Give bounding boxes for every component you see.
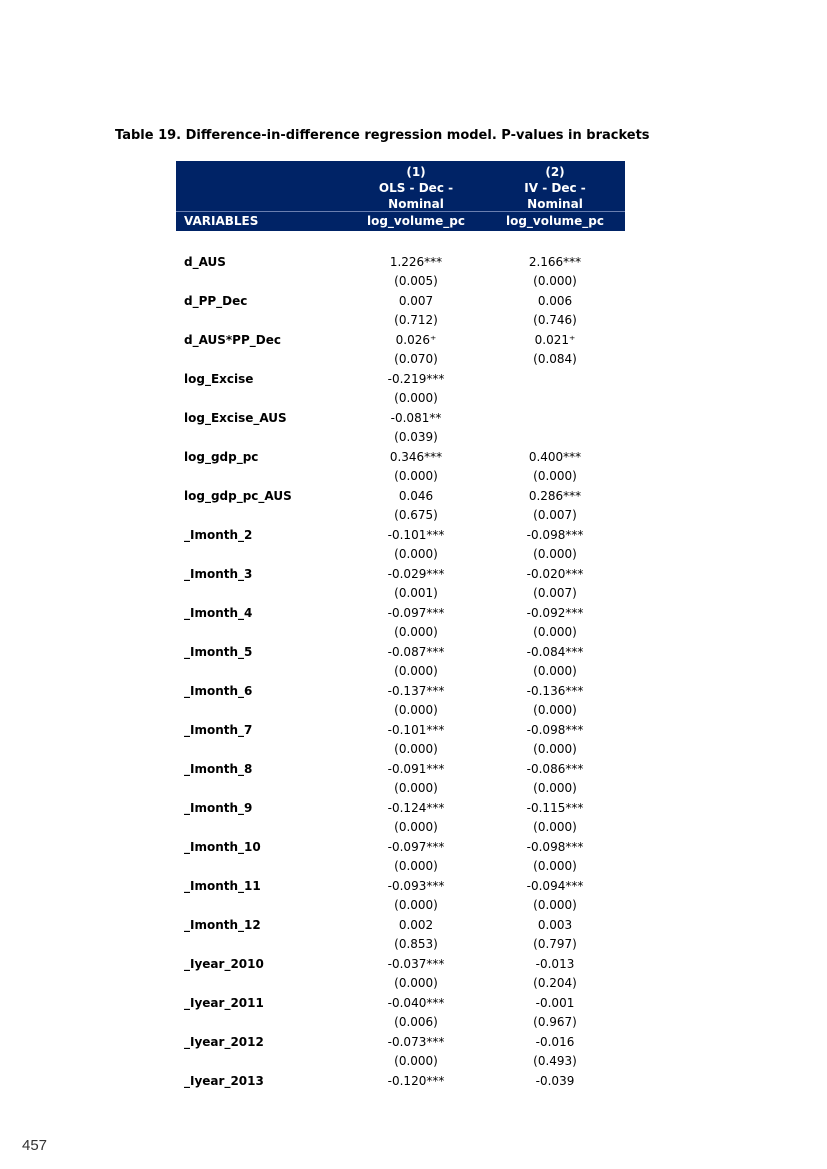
variable-label: _Imonth_10 <box>184 840 261 854</box>
p-value-col-1: (0.000) <box>394 1054 438 1068</box>
p-value-col-1: (0.000) <box>394 469 438 483</box>
p-value-col-2: (0.000) <box>533 703 577 717</box>
coefficient-col-1: -0.097*** <box>387 606 445 620</box>
column-1-header <box>362 164 470 212</box>
p-value-col-1: (0.000) <box>394 703 438 717</box>
coefficient-col-2: -0.098*** <box>526 528 584 542</box>
p-value-col-1: (0.000) <box>394 898 438 912</box>
table-header <box>176 161 625 231</box>
variable-label: _Imonth_7 <box>184 723 253 737</box>
header-divider <box>176 211 625 212</box>
p-value-col-2: (0.000) <box>533 742 577 756</box>
coefficient-col-1: -0.081** <box>390 411 442 425</box>
coefficient-col-1: -0.073*** <box>387 1035 445 1049</box>
column-1-model: OLS - Dec - <box>378 181 454 195</box>
p-value-col-1: (0.000) <box>394 391 438 405</box>
coefficient-col-1: 1.226*** <box>389 255 443 269</box>
coefficient-col-1: 0.026⁺ <box>395 333 437 347</box>
variable-label: _Imonth_3 <box>184 567 253 581</box>
coefficient-col-1: 0.002 <box>398 918 434 932</box>
p-value-col-1: (0.070) <box>394 352 438 366</box>
coefficient-col-2: -0.115*** <box>526 801 584 815</box>
variable-label: _Iyear_2013 <box>184 1074 264 1088</box>
coefficient-col-1: -0.029*** <box>387 567 445 581</box>
variable-label: _Imonth_2 <box>184 528 253 542</box>
p-value-col-1: (0.039) <box>394 430 438 444</box>
coefficient-col-1: -0.124*** <box>387 801 445 815</box>
p-value-col-2: (0.000) <box>533 820 577 834</box>
p-value-col-2: (0.797) <box>533 937 577 951</box>
coefficient-col-2: -0.013 <box>535 957 575 971</box>
coefficient-col-2: 0.006 <box>537 294 573 308</box>
coefficient-col-2: -0.039 <box>535 1074 575 1088</box>
coefficient-col-2: 0.286*** <box>528 489 582 503</box>
variable-label: log_gdp_pc <box>184 450 259 464</box>
coefficient-col-1: -0.120*** <box>387 1074 445 1088</box>
coefficient-col-1: 0.046 <box>398 489 434 503</box>
column-2-model: IV - Dec - <box>524 181 586 195</box>
p-value-col-2: (0.000) <box>533 547 577 561</box>
dependent-var-col-1: log_volume_pc <box>366 214 465 228</box>
p-value-col-1: (0.675) <box>394 508 438 522</box>
p-value-col-2: (0.000) <box>533 859 577 873</box>
variable-label: _Imonth_12 <box>184 918 261 932</box>
coefficient-col-2: -0.020*** <box>526 567 584 581</box>
variable-label: _Imonth_4 <box>184 606 253 620</box>
variable-label: _Imonth_5 <box>184 645 253 659</box>
coefficient-col-1: -0.040*** <box>387 996 445 1010</box>
p-value-col-2: (0.000) <box>533 274 577 288</box>
column-1-spec: Nominal <box>388 197 444 211</box>
p-value-col-1: (0.853) <box>394 937 438 951</box>
p-value-col-1: (0.000) <box>394 742 438 756</box>
coefficient-col-1: -0.087*** <box>387 645 445 659</box>
p-value-col-1: (0.001) <box>394 586 438 600</box>
p-value-col-1: (0.000) <box>394 547 438 561</box>
p-value-col-2: (0.000) <box>533 898 577 912</box>
coefficient-col-2: -0.092*** <box>526 606 584 620</box>
p-value-col-1: (0.000) <box>394 820 438 834</box>
table-caption: Table 19. Difference-in-difference regression model. P-values in brackets <box>115 128 650 143</box>
variable-label: _Imonth_8 <box>184 762 253 776</box>
p-value-col-2: (0.000) <box>533 781 577 795</box>
p-value-col-2: (0.000) <box>533 664 577 678</box>
variable-label: _Iyear_2012 <box>184 1035 264 1049</box>
variable-label: _Imonth_9 <box>184 801 253 815</box>
coefficient-col-1: -0.093*** <box>387 879 445 893</box>
variable-label: log_Excise <box>184 372 254 386</box>
coefficient-col-2: -0.016 <box>535 1035 575 1049</box>
variables-header: VARIABLES <box>184 214 259 228</box>
coefficient-col-1: -0.101*** <box>387 723 445 737</box>
coefficient-col-2: -0.086*** <box>526 762 584 776</box>
coefficient-col-1: -0.101*** <box>387 528 445 542</box>
p-value-col-1: (0.006) <box>394 1015 438 1029</box>
variable-label: d_AUS*PP_Dec <box>184 333 281 347</box>
dependent-var-col-2: log_volume_pc <box>505 214 604 228</box>
p-value-col-2: (0.000) <box>533 625 577 639</box>
coefficient-col-1: 0.007 <box>398 294 434 308</box>
coefficient-col-1: -0.091*** <box>387 762 445 776</box>
coefficient-col-2: 2.166*** <box>528 255 582 269</box>
coefficient-col-1: -0.097*** <box>387 840 445 854</box>
coefficient-col-2: 0.003 <box>537 918 573 932</box>
variable-label: log_Excise_AUS <box>184 411 287 425</box>
p-value-col-2: (0.000) <box>533 469 577 483</box>
coefficient-col-2: 0.021⁺ <box>534 333 576 347</box>
coefficient-col-2: -0.098*** <box>526 840 584 854</box>
coefficient-col-1: -0.219*** <box>387 372 445 386</box>
coefficient-col-2: -0.084*** <box>526 645 584 659</box>
coefficient-col-1: -0.137*** <box>387 684 445 698</box>
variable-label: _Imonth_6 <box>184 684 253 698</box>
column-1-number: (1) <box>406 165 426 179</box>
variable-label: log_gdp_pc_AUS <box>184 489 292 503</box>
coefficient-col-2: -0.136*** <box>526 684 584 698</box>
p-value-col-2: (0.493) <box>533 1054 577 1068</box>
p-value-col-2: (0.007) <box>533 586 577 600</box>
p-value-col-1: (0.712) <box>394 313 438 327</box>
p-value-col-1: (0.000) <box>394 664 438 678</box>
coefficient-col-2: -0.094*** <box>526 879 584 893</box>
coefficient-col-1: -0.037*** <box>387 957 445 971</box>
p-value-col-1: (0.000) <box>394 976 438 990</box>
column-2-number: (2) <box>545 165 565 179</box>
coefficient-col-2: -0.001 <box>535 996 575 1010</box>
coefficient-col-2: -0.098*** <box>526 723 584 737</box>
variable-label: d_PP_Dec <box>184 294 248 308</box>
p-value-col-1: (0.000) <box>394 859 438 873</box>
p-value-col-2: (0.746) <box>533 313 577 327</box>
p-value-col-2: (0.967) <box>533 1015 577 1029</box>
variable-label: _Imonth_11 <box>184 879 261 893</box>
coefficient-col-1: 0.346*** <box>389 450 443 464</box>
p-value-col-2: (0.084) <box>533 352 577 366</box>
p-value-col-1: (0.000) <box>394 781 438 795</box>
variable-label: d_AUS <box>184 255 226 269</box>
column-2-header <box>494 164 616 212</box>
p-value-col-1: (0.000) <box>394 625 438 639</box>
coefficient-col-2: 0.400*** <box>528 450 582 464</box>
column-2-spec: Nominal <box>527 197 583 211</box>
p-value-col-2: (0.007) <box>533 508 577 522</box>
variable-label: _Iyear_2010 <box>184 957 264 971</box>
page-number: 457 <box>22 1137 48 1154</box>
p-value-col-1: (0.005) <box>394 274 438 288</box>
variable-label: _Iyear_2011 <box>184 996 264 1010</box>
p-value-col-2: (0.204) <box>533 976 577 990</box>
